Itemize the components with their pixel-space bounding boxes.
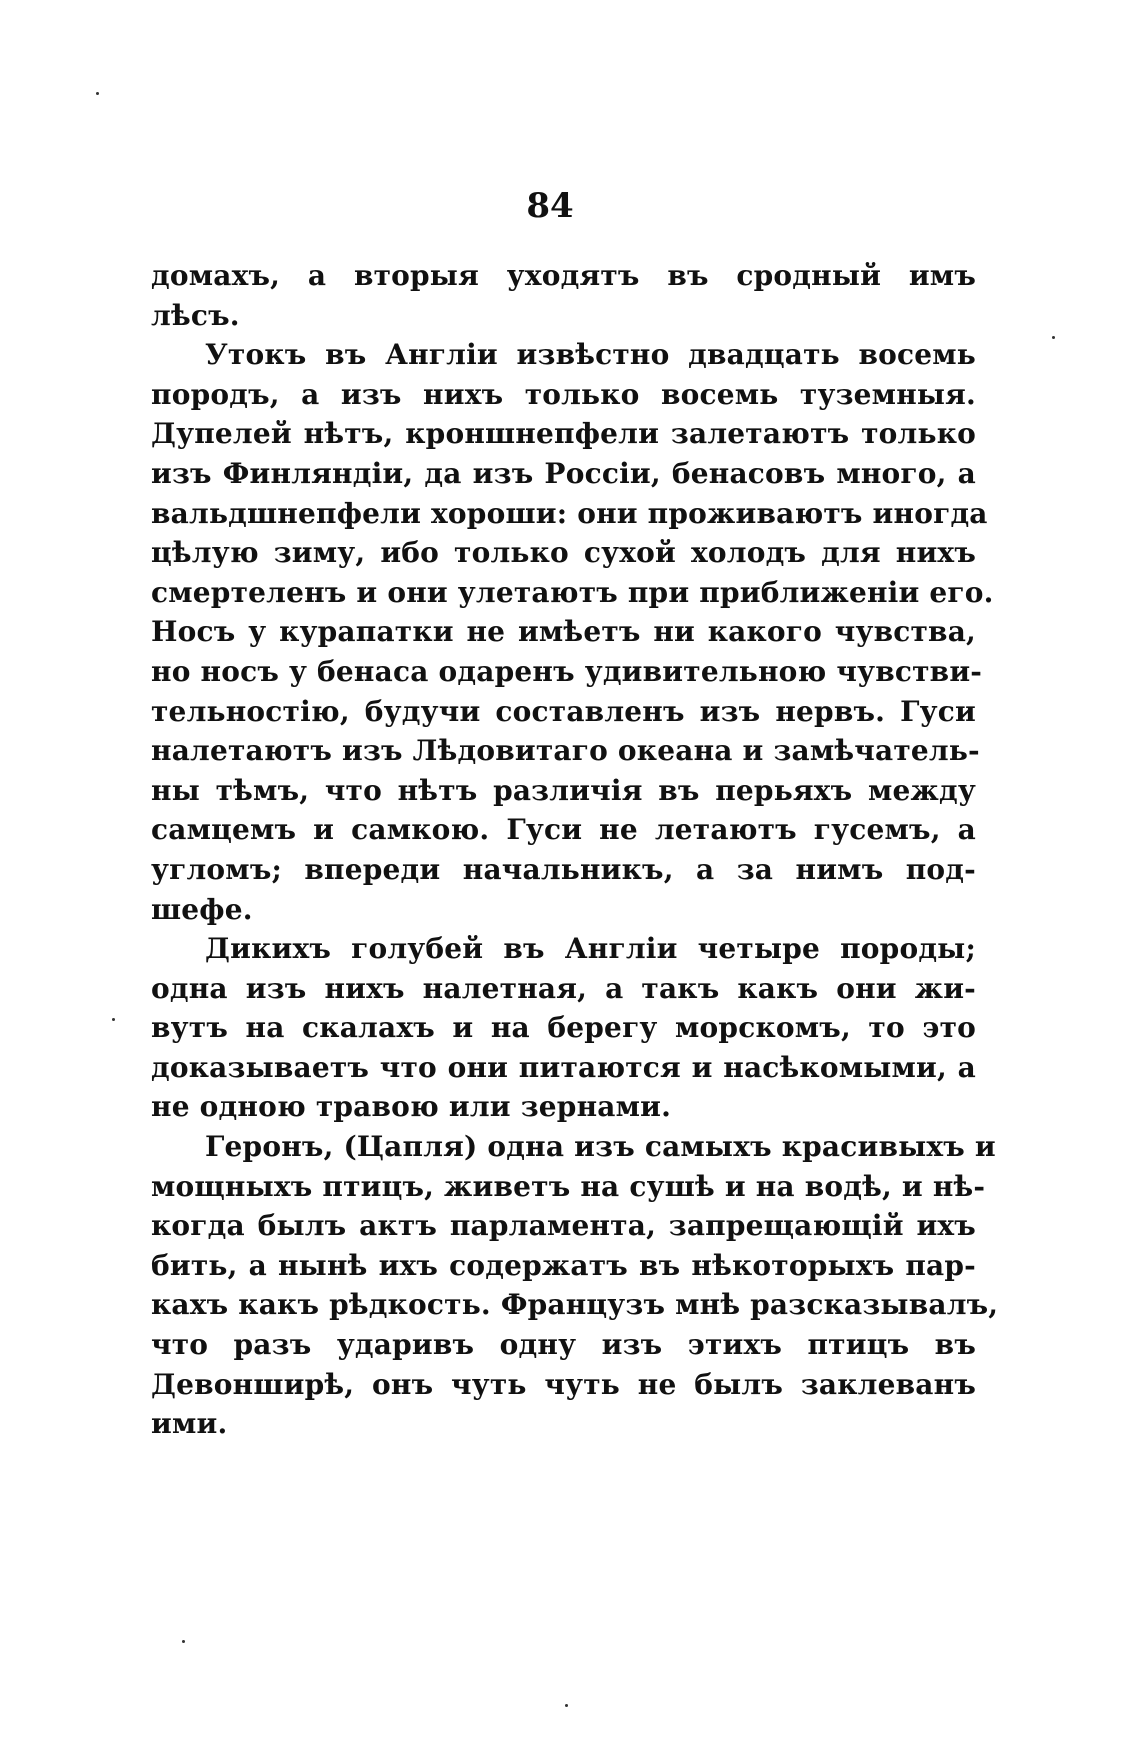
text-line: вальдшнепфели хороши: они проживаютъ иногда	[151, 496, 988, 530]
text-line: тельностію, будучи составленъ изъ нервъ. Гуси	[151, 694, 976, 728]
text-line: угломъ; впереди начальникъ, а за нимъ под-	[151, 852, 976, 886]
text-line: Геронъ, (Цапля) одна изъ самыхъ красивыхъ и	[205, 1130, 996, 1164]
body-text	[151, 256, 999, 1444]
text-line: самцемъ и самкою. Гуси не летаютъ гусемъ, а	[151, 813, 976, 847]
text-line: ны тѣмъ, что нѣтъ различія въ перьяхъ между	[151, 773, 976, 807]
text-line: не одною травою или зернами.	[151, 1090, 672, 1124]
speck	[565, 1704, 568, 1707]
speck	[96, 92, 99, 95]
page-number: 84	[526, 186, 574, 226]
text-line: шефе.	[151, 892, 253, 926]
text-line: Дикихъ голубей въ Англіи четыре породы;	[205, 932, 976, 966]
text-line: одна изъ нихъ налетная, а такъ какъ они жи-	[151, 971, 976, 1005]
text-line: Девонширѣ, онъ чуть чуть не былъ заклеванъ	[151, 1367, 976, 1401]
text-line: цѣлую зиму, ибо только сухой холодъ для нихъ	[151, 536, 976, 570]
text-line: изъ Финляндіи, да изъ Россіи, бенасовъ много, а	[151, 456, 976, 490]
speck	[1052, 336, 1055, 339]
text-line: доказываетъ что они питаются и насѣкомыми, а	[151, 1050, 976, 1084]
text-line: ими.	[151, 1407, 228, 1441]
text-line: когда былъ актъ парламента, запрещающій ихъ	[151, 1209, 976, 1243]
text-line: породъ, а изъ нихъ только восемь туземныя.	[151, 377, 976, 411]
text-line: смертеленъ и они улетаютъ при приближеніи его.	[151, 575, 994, 609]
text-line: бить, а нынѣ ихъ содержатъ въ нѣкоторыхъ пар-	[151, 1248, 976, 1282]
text-line: Утокъ въ Англіи извѣстно двадцать восемь	[205, 338, 976, 372]
text-line: кахъ какъ рѣдкость. Французъ мнѣ разсказывалъ,	[151, 1288, 999, 1322]
speck	[112, 1018, 115, 1021]
text-line: лѣсъ.	[151, 298, 240, 332]
speck	[182, 1640, 185, 1643]
text-line: Носъ у курапатки не имѣетъ ни какого чувства,	[151, 615, 976, 649]
text-line: налетаютъ изъ Лѣдовитаго океана и замѣчатель-	[151, 734, 980, 768]
text-line: Дупелей нѣтъ, кроншнепфели залетаютъ только	[151, 417, 976, 451]
text-line: мощныхъ птицъ, живетъ на сушѣ и на водѣ, и нѣ-	[151, 1169, 986, 1203]
text-line: вутъ на скалахъ и на берегу морскомъ, то это	[151, 1011, 976, 1045]
text-line: но носъ у бенаса одаренъ удивительною чувстви-	[151, 654, 983, 688]
text-line: что разъ ударивъ одну изъ этихъ птицъ въ	[151, 1328, 976, 1362]
text-line: домахъ, а вторыя уходятъ въ сродный имъ	[151, 259, 976, 292]
